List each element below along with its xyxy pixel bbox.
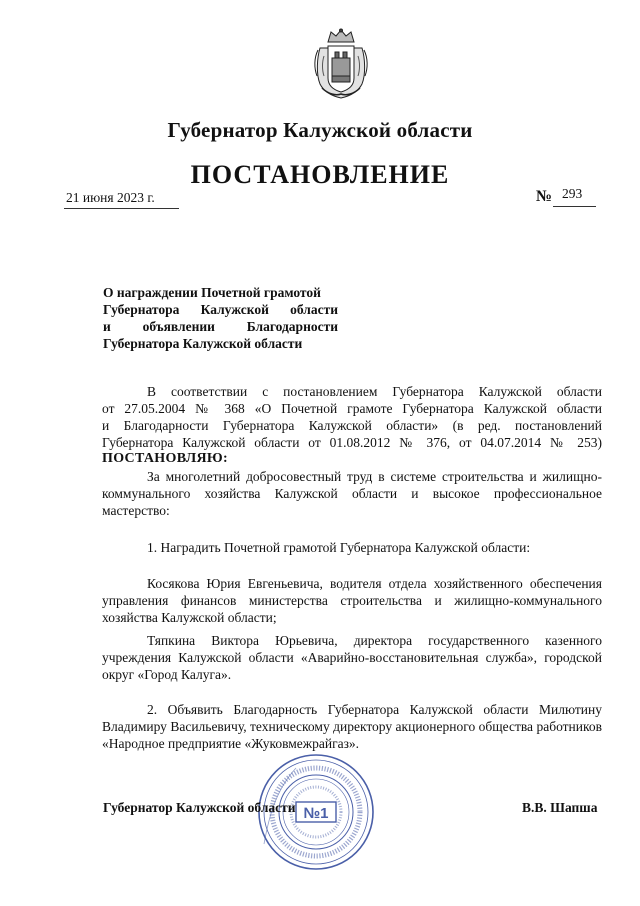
authority-title: Губернатор Калужской области [167,118,473,142]
title-line: Губернатора Калужской области [103,336,303,351]
date-underline [64,208,179,209]
awardee-2-paragraph: Тяпкина Виктора Юрьевича, директора государственного казенного учреждения Калужской области «Аварийно-восстановительная служба», городской округ «Город Калуга». [102,633,602,682]
title-line: и объявлении Благодарности [103,319,338,334]
number-underline [553,206,596,207]
preamble-line: В соответствии с постановлением Губернатора Калужской области [147,384,602,399]
title-line: О награждении Почетной грамотой [103,285,321,300]
signature-name: В.В. Шапша [522,800,598,815]
document-title [103,284,338,352]
coat-of-arms-icon [314,28,368,100]
document-number: 293 [562,186,583,201]
signature-position: Губернатор Калужской области [103,800,296,815]
document-date: 21 июня 2023 г. [66,190,155,205]
decree-word: ПОСТАНОВЛЯЮ: [102,451,228,466]
preamble-line: Губернатора Калужской области от 01.08.2012 № 376, от 04.07.2014 № 253) [102,435,602,450]
number-sign: № [536,188,553,205]
title-line: Губернатора Калужской области [103,302,338,317]
preamble-line: от 27.05.2004 № 368 «О Почетной грамоте Губернатора Калужской области [102,401,602,416]
awardee-1-paragraph: Косякова Юрия Евгеньевича, водителя отдела хозяйственного обеспечения управления финансов министерства строительства и жилищно-коммунального хозяйства Калужской области; [102,576,602,625]
item-1: 1. Наградить Почетной грамотой Губернатора Калужской области: [147,540,531,555]
preamble-paragraph [102,383,602,451]
seal-number: №1 [303,805,329,822]
preamble-line: и Благодарности Губернатора Калужской области» (в ред. постановлений [102,418,602,433]
document-type: ПОСТАНОВЛЕНИЕ [190,160,450,189]
intro-paragraph: За многолетний добросовестный труд в системе строительства и жилищно-коммунального хозяйства Калужской области и высокое профессиональное мастерство: [102,469,602,518]
item-2-paragraph: 2. Объявить Благодарность Губернатора Калужской области Милютину Владимиру Васильевичу, техническому директору акционерного общества работников «Народное предприятие «Жуковмежрайгаз». [102,702,602,751]
